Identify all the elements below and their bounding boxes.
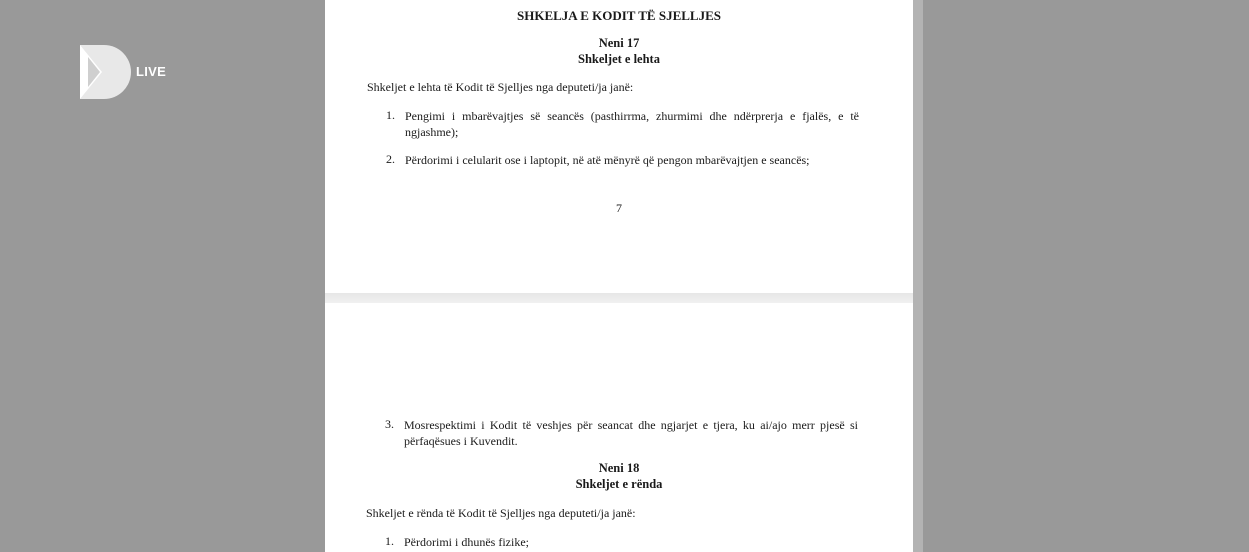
- page-number: 7: [616, 201, 622, 215]
- article-17-item-1-number: 1.: [386, 108, 395, 122]
- article-17-item-3-number: 3.: [385, 417, 394, 431]
- article-17-item-2-number: 2.: [386, 152, 395, 166]
- article-18-number: Neni 18: [598, 461, 640, 475]
- article-18-intro: Shkeljet e rënda të Kodit të Sjelljes nga deputeti/ja janë:: [366, 506, 636, 520]
- document-heading: SHKELJA E KODIT TË SJELLJES: [517, 8, 721, 23]
- page-edge-shadow: [913, 0, 923, 552]
- article-18-item-1-number: 1.: [385, 534, 394, 548]
- article-17-item-3-line-2: përfaqësues i Kuvendit.: [404, 434, 518, 448]
- article-17-item-3-line-1: Mosrespektimi i Kodit të veshjes për seancat dhe ngjarjet e tjera, ku ai/ajo merr pjesë si: [404, 418, 858, 432]
- article-17-item-1-line-1: Pengimi i mbarëvajtjes së seancës (pasthirrma, zhurmimi dhe ndërprerja e fjalës, e të: [405, 109, 859, 123]
- article-18-item-1-line-1: Përdorimi i dhunës fizike;: [404, 535, 529, 549]
- page-separator: [325, 293, 913, 303]
- article-18-title: Shkeljet e rënda: [575, 477, 663, 491]
- live-label: LIVE: [136, 64, 167, 79]
- article-17-title: Shkeljet e lehta: [578, 52, 660, 66]
- article-17-number: Neni 17: [598, 36, 640, 50]
- channel-d-logo-icon: [80, 45, 136, 99]
- document-page-1: [325, 0, 913, 293]
- document-page-2: [325, 303, 913, 552]
- article-17-item-2-line-1: Përdorimi i celularit ose i laptopit, në atë mënyrë që pengon mbarëvajtjen e seancës;: [405, 153, 810, 167]
- channel-logo: [80, 45, 170, 99]
- article-17-item-1-line-2: ngjashme);: [405, 125, 459, 139]
- article-17-intro: Shkeljet e lehta të Kodit të Sjelljes nga deputeti/ja janë:: [367, 80, 634, 94]
